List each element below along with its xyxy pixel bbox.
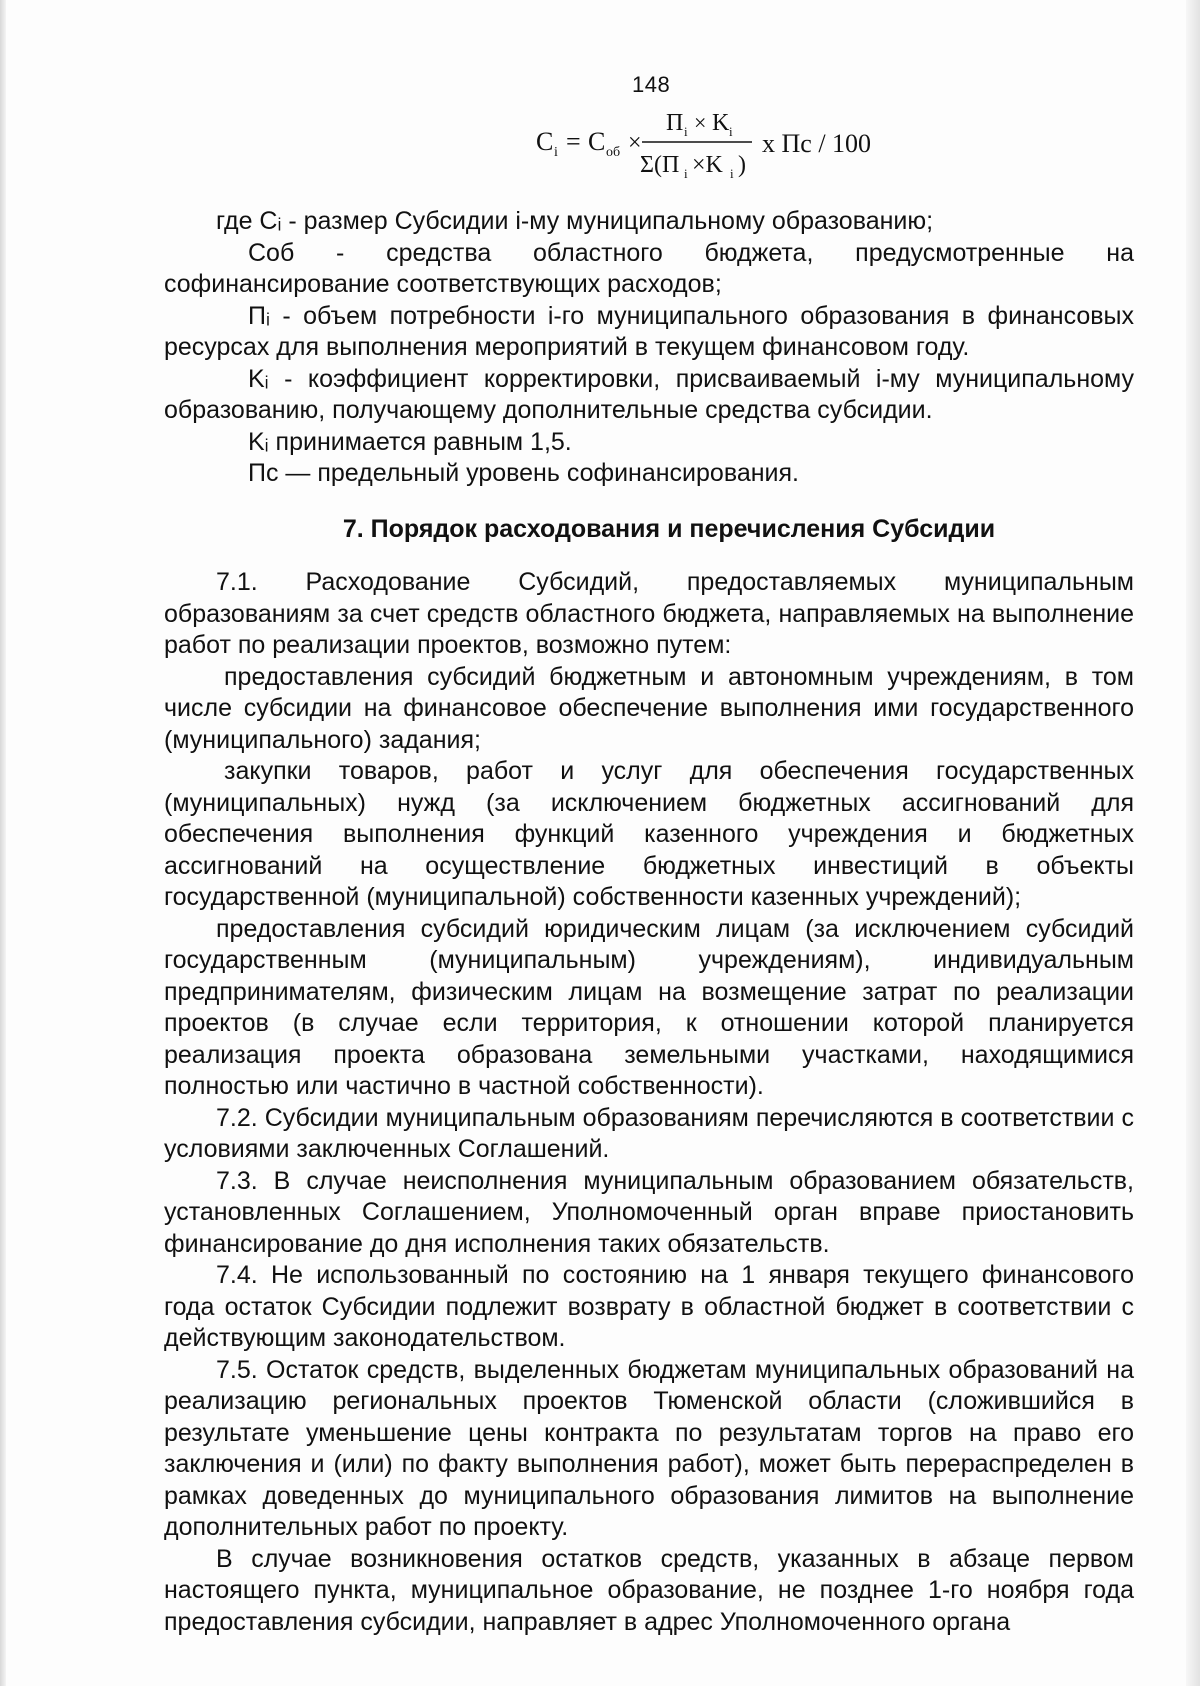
formula-denominator-k-sub: i [730,166,734,181]
formula-tail: х Пс / 100 [762,129,872,158]
paragraph-7-1-item-3: предоставления субсидий юридическим лицам (за исключением субсидий государственным (муниципальным) учреждениям), индивидуальным предпринимателям, физическим лицам на возмещение затрат по реализации проектов (в случае если территория, к отношении которой планируется реализация проекта образована земельными участками, находящимися полностью или частично в частной собственности). [164,914,1134,1100]
paragraph-7-2: 7.2. Субсидии муниципальным образованиям перечисляются в соответствии с условиями заключенных Соглашений. [164,1103,1134,1163]
definition-ki-value: Kᵢ принимается равным 1,5. [248,427,572,456]
formula-numerator-k: K [712,110,730,136]
page-number: 148 [632,72,671,97]
paragraph-7-5-continued: В случае возникновения остатков средств, указанных в абзаце первом настоящего пункта, муниципальное образование, не позднее 1-го ноября года предоставления субсидии, направляет в адрес Уполномоченного органа [164,1544,1134,1636]
paragraph-7-1-item-2: закупки товаров, работ и услуг для обеспечения государственных (муниципальных) нужд (за исключением бюджетных ассигнований для обеспечения выполнения функций казенного учреждения и бюджетных ассигнований на осуществление бюджетных инвестиций в объекты государственной (муниципальной) собственности казенных учреждений); [164,757,1134,911]
formula-eq: = [566,127,581,156]
paragraph-7-1: 7.1. Расходование Субсидий, предоставляемых муниципальным образованиям за счет средств областного бюджета, направляемых на выполнение работ по реализации проектов, возможно путем: [164,568,1134,659]
formula-numerator-times: × [694,110,707,135]
formula-numerator-k-sub: i [729,124,733,139]
formula-numerator-p: П [666,110,684,136]
formula-numerator-p-sub: i [684,124,688,139]
formula-denominator-times: ×K [692,152,723,178]
formula-denominator-close: ) [738,152,746,178]
paragraph-7-4: 7.4. Не использованный по состоянию на 1 января текущего финансового года остаток Субсидии подлежит возврату в областной бюджет в соответствии с действующим законодательством. [164,1261,1134,1352]
definition-pi: Пᵢ - объем потребности i-го муниципального образования в финансовых ресурсах для выполнения мероприятий в текущем финансовом году. [164,301,1134,361]
paragraph-7-5: 7.5. Остаток средств, выделенных бюджетам муниципальных образований на реализацию региональных проектов Тюменской области (сложившийся в результате уменьшение цены контракта по результатам торгов на право его заключения и (или) по факту выполнения работ), может быть перераспределен в рамках доведенных до муниципального образования лимитов на выполнение дополнительных работ по проекту. [164,1355,1134,1541]
scan-edge-right [1186,0,1200,1686]
formula-lhs: C [536,127,554,156]
paragraph-7-3: 7.3. В случае неисполнения муниципальным образованием обязательств, установленных Соглашением, Уполномоченный орган вправе приостановить финансирование до дня исполнения таких обязательств. [164,1166,1134,1258]
scan-edge-left [0,0,6,1686]
formula-denominator: Σ(П [640,152,680,178]
formula-denominator-sub: i [684,166,688,181]
section-title: 7. Порядок расходования и перечисления Субсидии [342,514,996,543]
formula-coef-sub: об [606,145,621,160]
paragraph-7-1-item-1: предоставления субсидий бюджетным и автономным учреждениям, в том числе субсидии на финансовое обеспечение выполнения ими государственного (муниципального) задания; [164,662,1134,754]
definition-ki: Kᵢ - коэффициент корректировки, присваиваемый i-му муниципальному образованию, получающему дополнительные средства субсидии. [164,364,1134,424]
formula-lhs-sub: i [554,145,558,160]
definition-cob: Cоб - средства областного бюджета, предусмотренные на софинансирование соответствующих расходов; [164,238,1134,298]
formula-coef: C [588,127,606,156]
formula-times: × [628,130,642,156]
definition-ci: где Cᵢ - размер Субсидии i-му муниципальному образованию; [216,207,934,235]
subsidy-formula [536,102,936,182]
definition-pc: Пс — предельный уровень софинансирования. [248,459,799,487]
document-body [164,206,1134,1638]
